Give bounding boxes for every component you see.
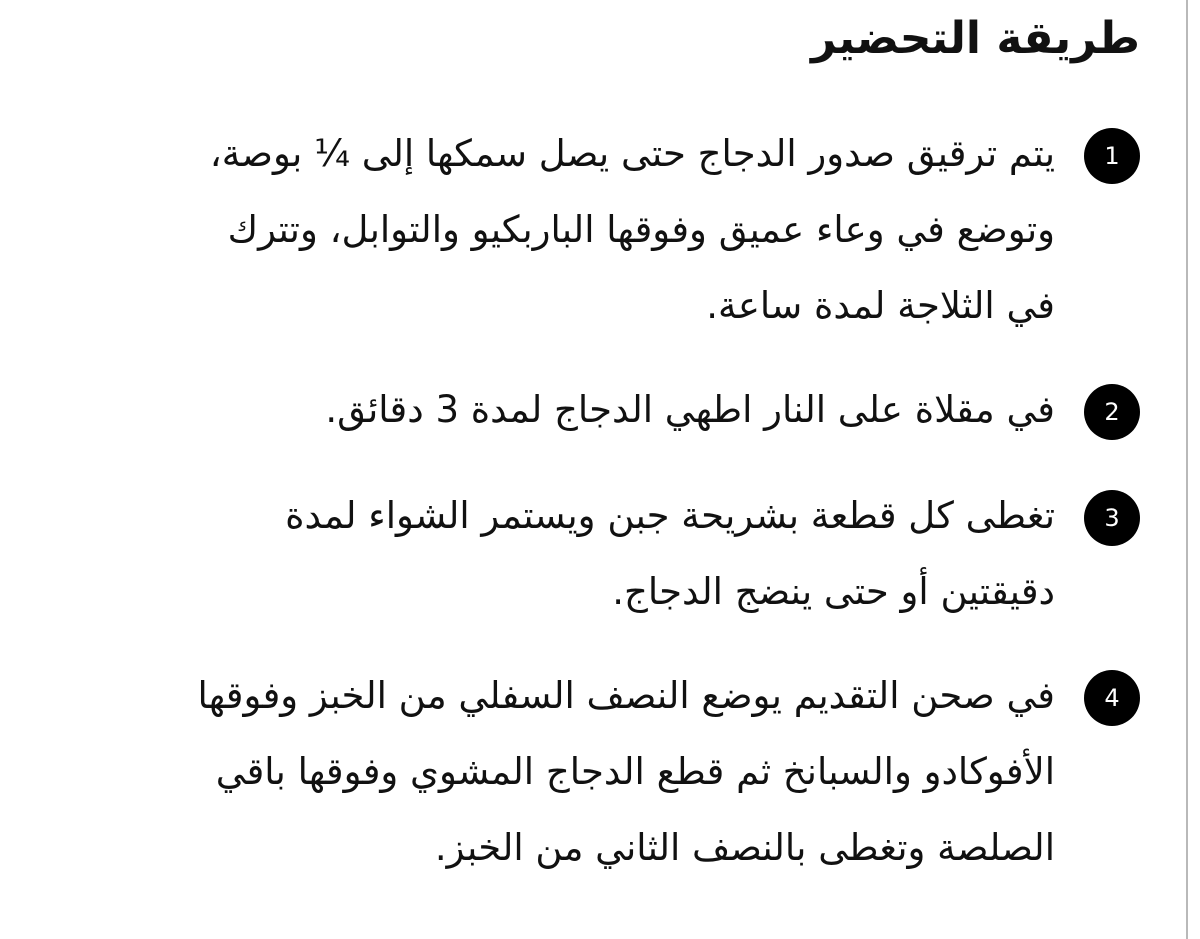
step-number-badge: 1 [1084,128,1140,184]
step-number-badge: 2 [1084,384,1140,440]
step-text [75,372,1055,448]
step-text-line: في صحن التقديم يوضع النصف السفلي من الخبز وفوقها [197,674,1055,717]
step-text [75,478,1055,630]
step-text-line: في مقلاة على النار اطهي الدجاج لمدة 3 دقائق. [325,388,1055,431]
step-number-badge: 3 [1084,490,1140,546]
step-number-badge: 4 [1084,670,1140,726]
step-text [75,116,1055,344]
step-text-line: دقيقتين أو حتى ينضج الدجاج. [612,570,1055,613]
page-edge-divider [1186,0,1188,939]
step-text-line: في الثلاجة لمدة ساعة. [706,284,1055,327]
step-text-line: الصلصة وتغطى بالنصف الثاني من الخبز. [434,826,1055,869]
page-title: طريقة التحضير [811,13,1140,64]
step-text-line: تغطى كل قطعة بشريحة جبن ويستمر الشواء لمدة [285,494,1055,537]
step-text-line: الأفوكادو والسبانخ ثم قطع الدجاج المشوي وفوقها باقي [215,750,1055,793]
step-text-line: يتم ترقيق صدور الدجاج حتى يصل سمكها إلى ¼ بوصة، [209,132,1055,175]
step-text [75,658,1055,886]
step-text-line: وتوضع في وعاء عميق وفوقها الباربكيو والتوابل، وتترك [227,208,1055,251]
